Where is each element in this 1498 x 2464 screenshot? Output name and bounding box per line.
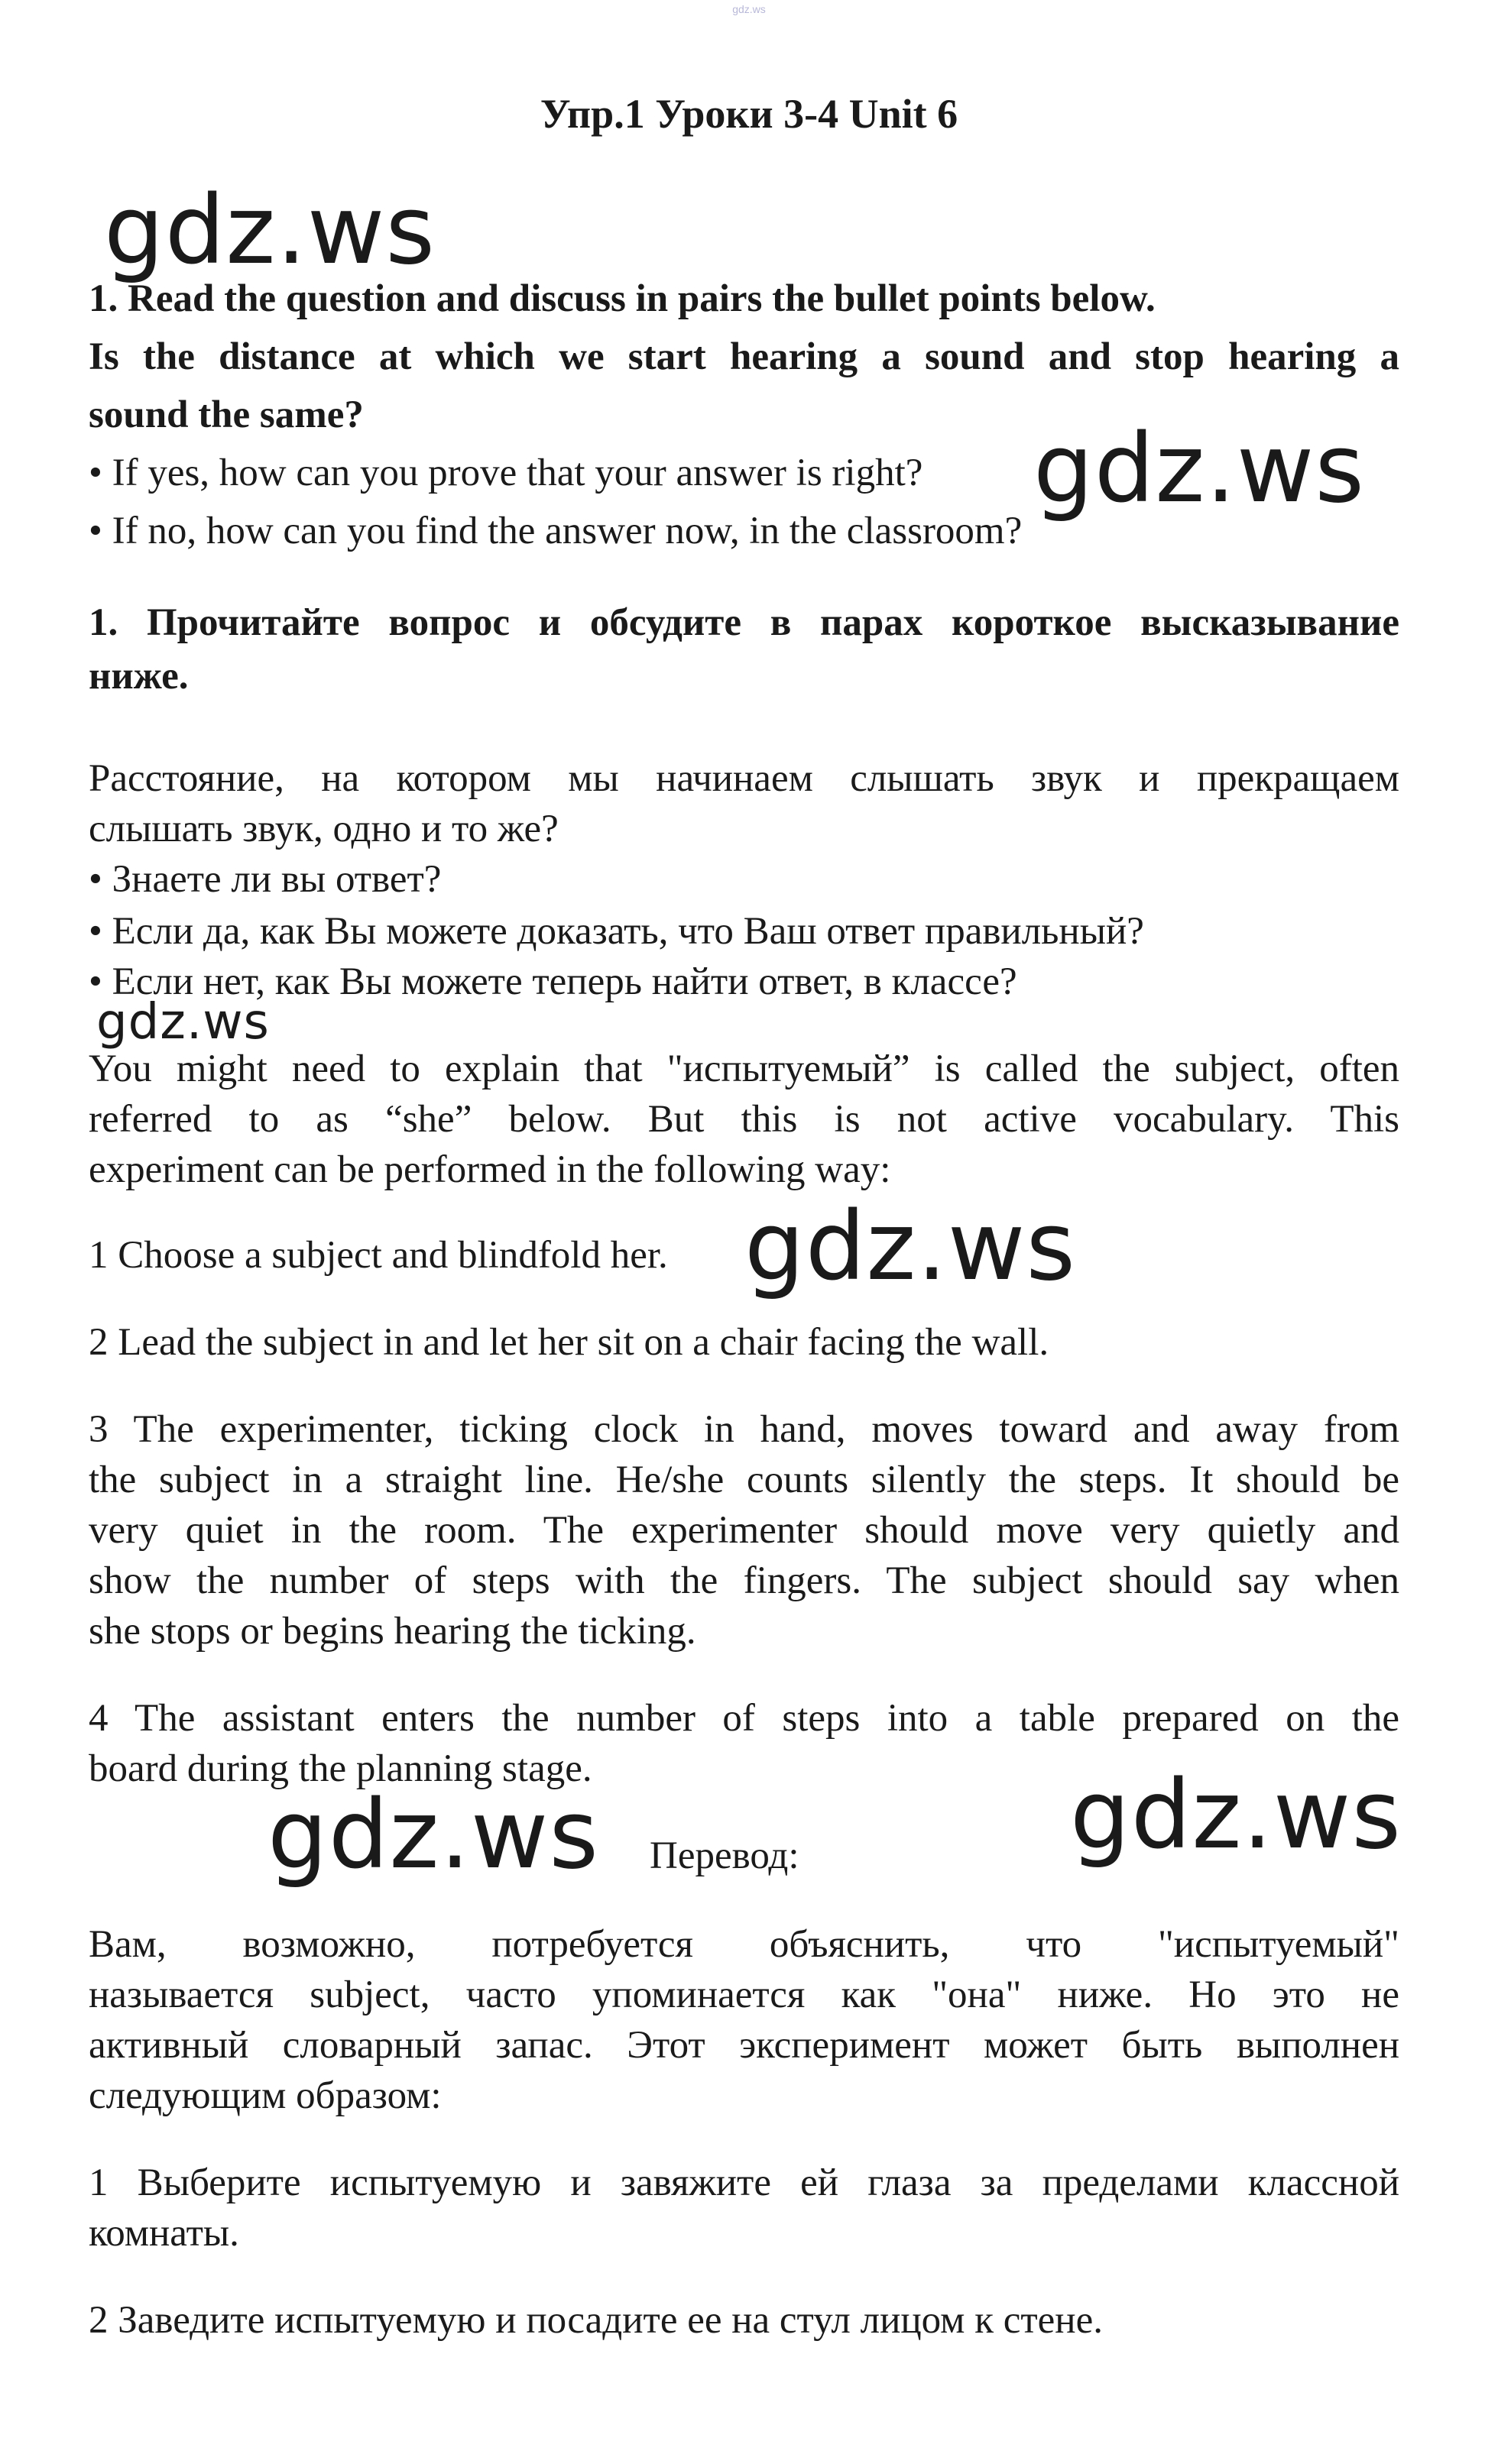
question-ru-line: Расстояние, на котором мы начинаем слышать звук и прекращаем bbox=[89, 757, 1399, 800]
task-en-bullet: • If no, how can you find the answer now, in the classroom? bbox=[89, 510, 1023, 552]
watermark-logo: gdz.ws bbox=[268, 1780, 599, 1890]
translation-line: Вам, возможно, потребуется объяснить, что "испытуемый" bbox=[89, 1923, 1399, 1966]
task-en-line: 1. Read the question and discuss in pairs the bullet points below. bbox=[89, 277, 1156, 320]
step-en-3-line: the subject in a straight line. He/she counts silently the steps. It should be bbox=[89, 1459, 1399, 1501]
watermark-logo: gdz.ws bbox=[104, 176, 436, 286]
step-en-4-line: 4 The assistant enters the number of steps into a table prepared on the bbox=[89, 1697, 1399, 1740]
question-ru-bullet: • Знаете ли вы ответ? bbox=[89, 858, 442, 901]
step-en-1: 1 Choose a subject and blindfold her. bbox=[89, 1234, 668, 1277]
step-en-3-line: 3 The experimenter, ticking clock in hand, moves toward and away from bbox=[89, 1408, 1399, 1451]
question-ru-bullet: • Если да, как Вы можете доказать, что Ваш ответ правильный? bbox=[89, 910, 1144, 953]
top-watermark: gdz.ws bbox=[732, 3, 766, 15]
watermark-logo: gdz.ws bbox=[1033, 414, 1365, 524]
task-en-bullet: • If yes, how can you prove that your answer is right? bbox=[89, 452, 923, 494]
task-en-line: Is the distance at which we start hearing a sound and stop hearing a bbox=[89, 335, 1399, 378]
explain-en-line: referred to as “she” below. But this is not active vocabulary. This bbox=[89, 1098, 1399, 1141]
translation-step-2: 2 Заведите испытуемую и посадите ее на стул лицом к стене. bbox=[89, 2299, 1103, 2342]
step-en-3-line: she stops or begins hearing the ticking. bbox=[89, 1610, 696, 1653]
explain-en-line: You might need to explain that "испытуемый” is called the subject, often bbox=[89, 1047, 1399, 1090]
step-en-4-line: board during the planning stage. bbox=[89, 1747, 592, 1790]
watermark-logo: gdz.ws bbox=[96, 994, 270, 1051]
question-ru-bullet: • Если нет, как Вы можете теперь найти ответ, в классе? bbox=[89, 960, 1017, 1003]
translation-label: Перевод: bbox=[650, 1834, 799, 1877]
explain-en-line: experiment can be performed in the following way: bbox=[89, 1148, 891, 1191]
translation-line: активный словарный запас. Этот эксперимент может быть выполнен bbox=[89, 2024, 1399, 2067]
translation-line: следующим образом: bbox=[89, 2074, 442, 2117]
task-ru-line: ниже. bbox=[89, 655, 189, 698]
task-en-line: sound the same? bbox=[89, 393, 364, 436]
question-ru-line: слышать звук, одно и то же? bbox=[89, 808, 559, 850]
page-title: Упр.1 Уроки 3-4 Unit 6 bbox=[540, 91, 958, 137]
step-en-3-line: very quiet in the room. The experimenter should move very quietly and bbox=[89, 1509, 1399, 1552]
translation-step-1-line: 1 Выберите испытуемую и завяжите ей глаза за пределами классной bbox=[89, 2161, 1399, 2204]
step-en-3-line: show the number of steps with the fingers. The subject should say when bbox=[89, 1559, 1399, 1602]
watermark-logo: gdz.ws bbox=[744, 1192, 1076, 1302]
watermark-logo: gdz.ws bbox=[1070, 1760, 1402, 1870]
translation-step-1-line: комнаты. bbox=[89, 2212, 239, 2255]
step-en-2: 2 Lead the subject in and let her sit on a chair facing the wall. bbox=[89, 1321, 1049, 1364]
task-ru-line: 1. Прочитайте вопрос и обсудите в парах короткое высказывание bbox=[89, 601, 1399, 644]
translation-line: называется subject, часто упоминается как "она" ниже. Но это не bbox=[89, 1973, 1399, 2016]
